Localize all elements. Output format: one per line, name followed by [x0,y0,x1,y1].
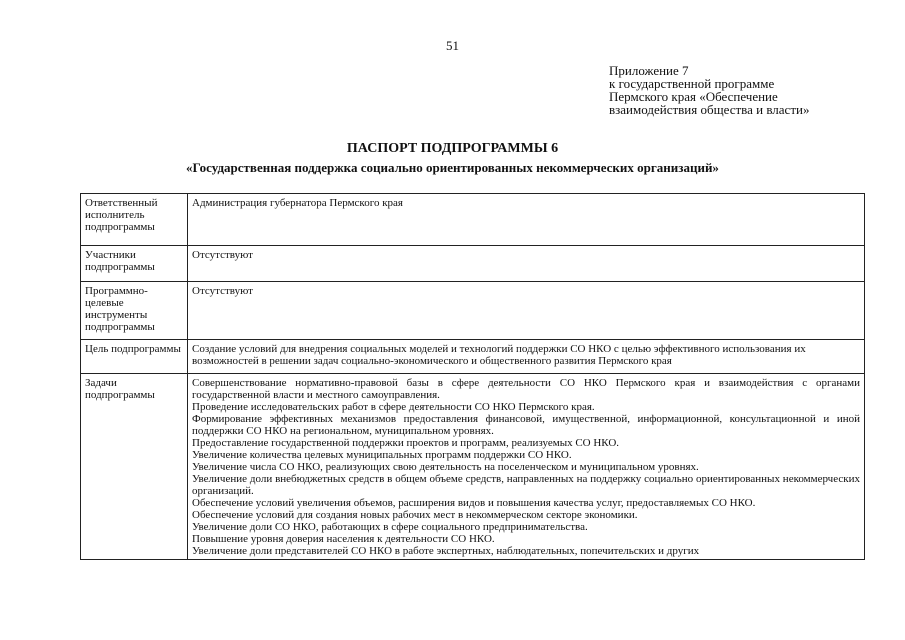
appendix-note [609,64,899,116]
table-row [81,246,865,282]
task-item: Обеспечение условий увеличения объемов, расширения видов и повышения качества услуг, предоставляемых СО НКО. [192,497,756,509]
row-value: Отсутствуют [188,282,865,340]
document-title: ПАСПОРТ ПОДПРОГРАММЫ 6 [346,141,559,156]
table-row [81,194,865,246]
row-label: Участники подпрограммы [81,246,188,282]
table-row-tasks [81,374,865,560]
task-item: Обеспечение условий для создания новых рабочих мест в некоммерческом секторе экономики. [192,509,638,521]
appendix-line: Приложение 7 [609,63,689,78]
row-label: Программно-целевые инструменты подпрограммы [81,282,188,340]
row-value: Администрация губернатора Пермского края [188,194,865,246]
row-value: Создание условий для внедрения социальных моделей и технологий поддержки СО НКО с целью эффективного использования их возможностей в решении задач социально-экономического и общественного развития Пермского края [188,340,865,374]
document-subtitle: «Государственная поддержка социально ориентированных некоммерческих организаций» [186,160,719,175]
tasks-list [188,374,865,560]
task-item: Увеличение доли внебюджетных средств в общем объеме средств, направленных на поддержку социально ориентированных некоммерческих организаций. [192,473,860,497]
table-row [81,282,865,340]
task-item: Формирование эффективных механизмов предоставления финансовой, имущественной, информационной, консультационной и иной поддержки СО НКО на региональном, муниципальном уровнях. [192,413,860,437]
task-item: Увеличение доли представителей СО НКО в работе экспертных, наблюдательных, попечительских и других [192,545,700,557]
appendix-line: Пермского края «Обеспечение [609,89,778,104]
task-item: Увеличение числа СО НКО, реализующих свою деятельность на поселенческом и муниципальном уровнях. [192,461,699,473]
appendix-line: к государственной программе [609,76,775,91]
row-label: Цель подпрограммы [81,340,188,374]
page-number: 51 [446,38,459,53]
table-row [81,340,865,374]
task-item: Увеличение доли СО НКО, работающих в сфере социального предпринимательства. [192,521,588,533]
passport-table [80,193,865,560]
task-item: Предоставление государственной поддержки проектов и программ, реализуемых СО НКО. [192,437,620,449]
task-item: Совершенствование нормативно-правовой базы в сфере деятельности СО НКО Пермского края и взаимодействия с органами государственной власти и местного самоуправления. [192,377,860,401]
row-label: Задачи подпрограммы [81,374,188,560]
task-item: Увеличение количества целевых муниципальных программ поддержки СО НКО. [192,449,572,461]
task-item: Проведение исследовательских работ в сфере деятельности СО НКО Пермского края. [192,401,595,413]
task-item: Повышение уровня доверия населения к деятельности СО НКО. [192,533,495,545]
row-value: Отсутствуют [188,246,865,282]
appendix-line: взаимодействия общества и власти» [609,102,810,117]
row-label: Ответственный исполнитель подпрограммы [81,194,188,246]
